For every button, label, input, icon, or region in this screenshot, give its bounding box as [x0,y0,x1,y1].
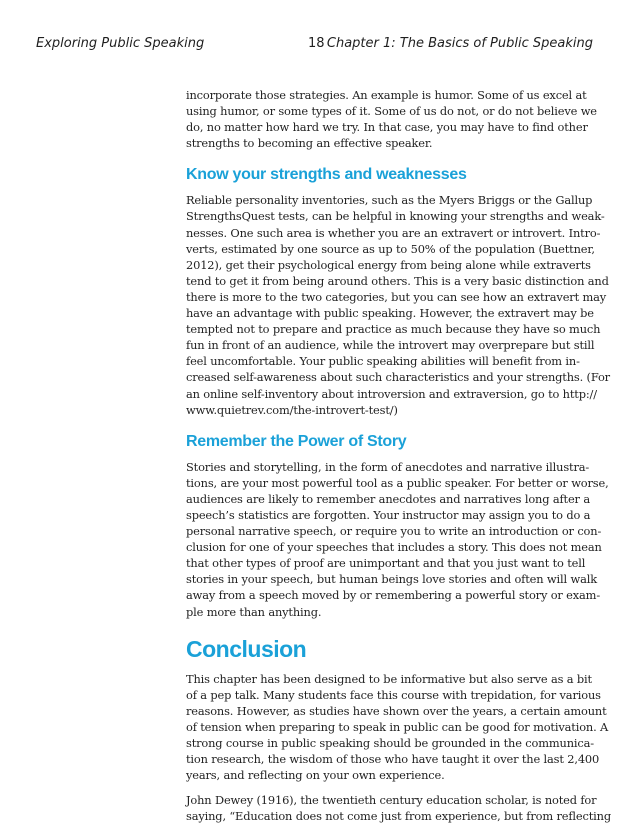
paragraph-humor [186,87,597,151]
text-line: tion research, the wisdom of those who have taught it over the last 2,400 [186,752,600,767]
text-line: have an advantage with public speaking. However, the extravert may be [186,306,594,321]
text-line: clusion for one of your speeches that includes a story. This does not mean [186,540,602,555]
text-line: This chapter has been designed to be informative but also serve as a bit [186,671,592,686]
text-line: ple more than anything. [186,604,322,619]
text-line: personal narrative speech, or require you to write an introduction or con- [186,524,602,539]
text-line: 2012), get their psychological energy from being alone while extraverts [186,257,591,272]
text-line: away from a speech moved by or remembering a powerful story or exam- [186,588,601,603]
text-line: fun in front of an audience, while the introvert may overprepare but still [186,338,595,353]
text-line: John Dewey (1916), the twentieth century education scholar, is noted for [186,793,597,808]
book-title: Exploring Public Speaking [36,36,205,51]
text-line: Reliable personality inventories, such as the Myers Briggs or the Gallup [186,193,593,208]
text-line: an online self-inventory about introversion and extraversion, go to http:// [186,386,597,401]
page-number: 18 [308,36,325,51]
text-line: audiences are likely to remember anecdotes and narratives long after a [186,491,590,506]
text-line: incorporate those strategies. An example is humor. Some of us excel at [186,88,587,102]
running-header [36,36,593,56]
paragraph-personality [186,192,610,417]
text-line: Stories and storytelling, in the form of anecdotes and narrative illustra- [186,459,590,474]
text-line: that other types of proof are unimportant and that you just want to tell [186,556,586,571]
text-line: www.quietrev.com/the-introvert-test/) [186,402,398,417]
text-line: creased self-awareness about such characteristics and your strengths. (For [186,370,610,385]
text-line: of a pep talk. Many students face this course with trepidation, for various [186,687,601,702]
text-line: verts, estimated by one source as up to 50% of the population (Buettner, [186,241,595,256]
text-line: do, no matter how hard we try. In that case, you may have to find other [186,120,588,135]
text-line: tend to get it from being around others. This is a very basic distinction and [186,273,609,288]
text-line: saying, “Education does not come just from experience, but from reflecting [186,809,611,824]
text-line: reasons. However, as studies have shown over the years, a certain amount [186,703,607,718]
text-line: of tension when preparing to speak in public can be good for motivation. A [186,719,609,734]
chapter-title: Chapter 1: The Basics of Public Speaking [326,36,593,51]
text-line: years, and reflecting on your own experience. [186,768,445,783]
text-line: speech’s statistics are forgotten. Your instructor may assign you to do a [186,507,591,522]
page-body [186,87,611,833]
text-line: feel uncomfortable. Your public speaking abilities will benefit from in- [186,354,580,369]
text-line: using humor, or some types of it. Some of us do not, or do not believe we [186,104,597,119]
text-line: stories in your speech, but human beings love stories and often will walk [186,572,597,587]
text-line: StrengthsQuest tests, can be helpful in knowing your strengths and weak- [186,209,605,224]
text-line: tempted not to prepare and practice as much because they have so much [186,322,601,337]
text-line: tions, are your most powerful tool as a public speaker. For better or worse, [186,475,609,490]
text-line: strengths to becoming an effective speaker. [186,136,433,151]
heading-conclusion: Conclusion [186,635,307,662]
paragraph-storytelling [186,459,609,620]
heading-strengths-weaknesses: Know your strengths and weaknesses [186,166,467,184]
heading-power-of-story: Remember the Power of Story [186,432,407,450]
paragraph-dewey [186,792,611,824]
text-line: strong course in public speaking should be grounded in the communica- [186,736,594,750]
paragraph-conclusion [186,671,609,784]
text-line: nesses. One such area is whether you are an extravert or introvert. Intro- [186,225,601,240]
text-line: there is more to the two categories, but you can see how an extravert may [186,289,607,304]
